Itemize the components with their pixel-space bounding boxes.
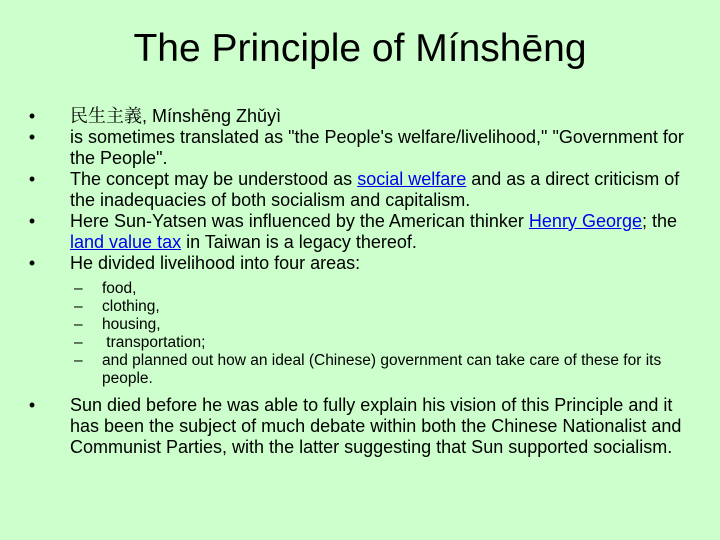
sub-item-text: and planned out how an ideal (Chinese) government can take care of these for its people. <box>102 352 662 387</box>
sub-item <box>24 334 704 352</box>
slide-content <box>24 106 704 458</box>
bullet-item <box>24 211 704 253</box>
slide-title: The Principle of Mínshēng <box>133 27 587 70</box>
bullet-item <box>24 127 704 169</box>
bullet-text-post: and as a direct criticism of the inadequacies of both socialism and capitalism. <box>70 169 680 210</box>
dash-marker: – <box>74 316 83 333</box>
bullet-text-pre: Here Sun-Yatsen was influenced by the American thinker <box>70 211 529 231</box>
land-value-tax-link[interactable]: land value tax <box>70 232 182 252</box>
sub-item-text: housing, <box>102 316 161 333</box>
bullet-text-post: in Taiwan is a legacy thereof. <box>181 232 417 252</box>
bullet-text: Sun died before he was able to fully explain his vision of this Principle and it has been the subject of much debate within both the Chinese Nationalist and Communist Parties, with the latter suggesting that Sun supported socialism. <box>70 395 682 457</box>
bullet-marker: • <box>28 395 36 415</box>
bullet-text: is sometimes translated as "the People's welfare/livelihood," "Government for the People". <box>70 127 684 168</box>
bullet-item <box>24 253 704 274</box>
sub-item-text: food, <box>102 280 137 297</box>
sub-item-text: transportation; <box>102 334 206 351</box>
dash-marker: – <box>74 334 83 351</box>
dash-marker: – <box>74 280 83 297</box>
sub-item <box>24 316 704 334</box>
sub-item-text: clothing, <box>102 298 160 315</box>
dash-marker: – <box>74 298 83 315</box>
bullet-marker: • <box>28 169 36 189</box>
bullet-text: 民生主義, Mínshēng Zhǔyì <box>70 106 282 126</box>
bullet-item <box>24 106 704 127</box>
social-welfare-link[interactable]: social welfare <box>357 169 467 189</box>
bullet-item <box>24 169 704 211</box>
dash-marker: – <box>74 352 83 369</box>
bullet-marker: • <box>28 253 36 273</box>
bullet-marker: • <box>28 211 36 231</box>
bullet-marker: • <box>28 106 36 126</box>
henry-george-link[interactable]: Henry George <box>528 211 642 231</box>
sub-item <box>24 280 704 298</box>
bullet-marker: • <box>28 127 36 147</box>
bullet-text-pre: The concept may be understood as <box>70 169 358 189</box>
bullet-item <box>24 395 704 458</box>
bullet-text: He divided livelihood into four areas: <box>70 253 361 273</box>
sub-item <box>24 298 704 316</box>
sub-item <box>24 352 704 388</box>
bullet-text-mid: ; the <box>641 211 678 231</box>
